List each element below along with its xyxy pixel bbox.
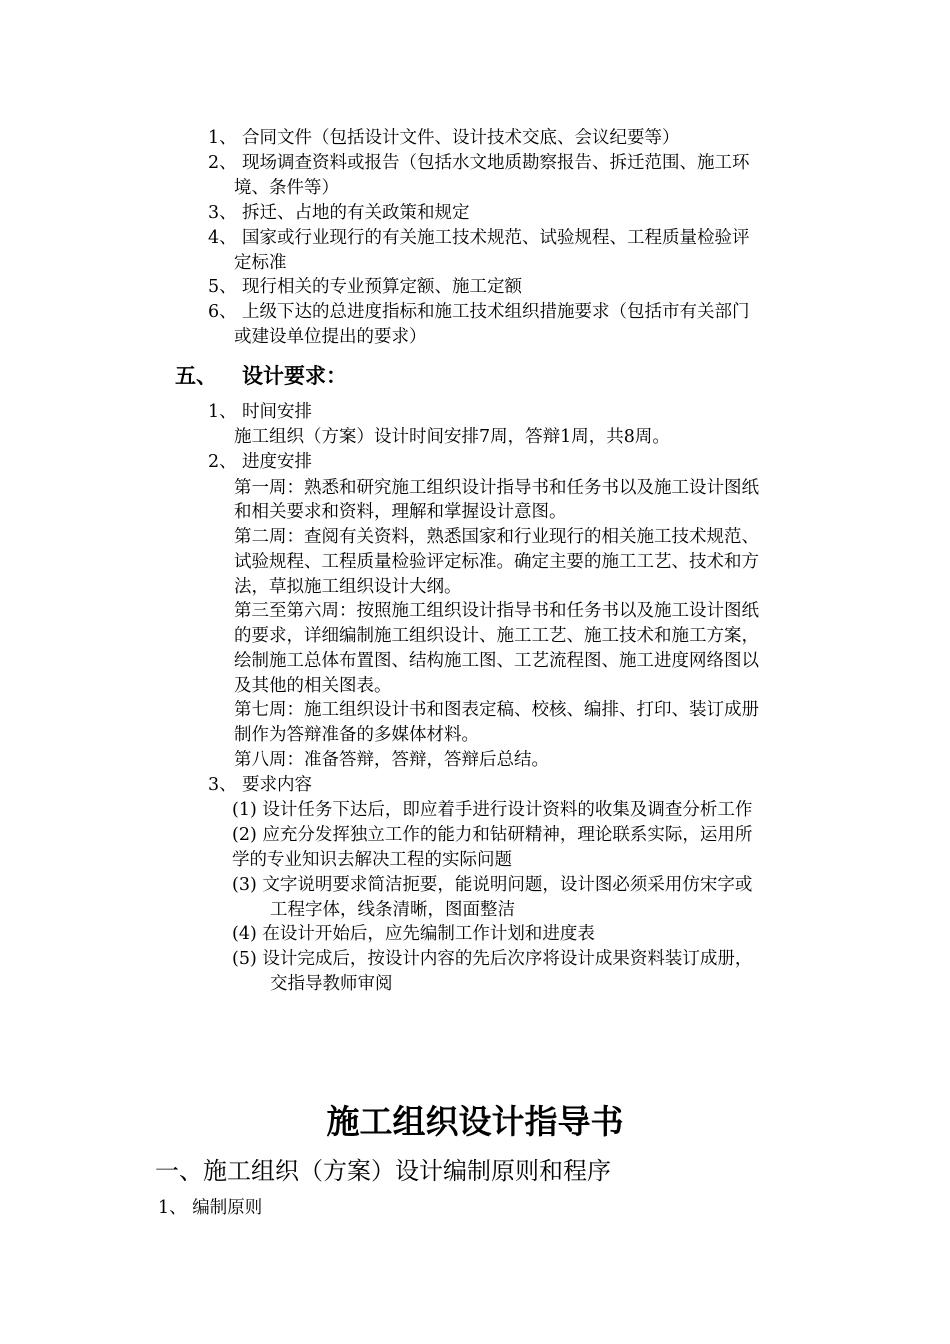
paragraph-line: 制作为答辩准备的多媒体材料。 — [234, 725, 479, 745]
paragraph-line: 第三至第六周：按照施工组织设计指导书和任务书以及施工设计图纸 — [234, 601, 759, 621]
list-item: 4、 国家或行业现行的有关施工技术规范、试验规程、工程质量检验评 — [208, 228, 750, 248]
paragraph-line: 及其他的相关图表。 — [234, 676, 392, 696]
section-heading: 五、 设计要求： — [175, 364, 347, 388]
list-item: 1、 合同文件（包括设计文件、设计技术交底、会议纪要等） — [208, 128, 680, 148]
paragraph-line: 试验规程、工程质量检验评定标准。确定主要的施工工艺、技术和方 — [234, 552, 759, 572]
subsection-heading: 3、 要求内容 — [208, 775, 312, 795]
requirement-line: (2) 应充分发挥独立工作的能力和钻研精神，理论联系实际，运用所 — [232, 825, 753, 845]
chapter-heading: 一、施工组织（方案）设计编制原则和程序 — [155, 1157, 611, 1185]
list-item-continuation: 定标准 — [234, 253, 287, 273]
requirement-line: (1) 设计任务下达后，即应着手进行设计资料的收集及调查分析工作 — [232, 800, 753, 820]
paragraph-line: 第八周：准备答辩，答辩，答辩后总结。 — [234, 750, 549, 770]
requirement-line: 学的专业知识去解决工程的实际问题 — [232, 850, 512, 870]
subsection-heading: 2、 进度安排 — [208, 452, 312, 472]
paragraph-line: 的要求，详细编制施工组织设计、施工工艺、施工技术和施工方案， — [234, 626, 759, 646]
paragraph-line: 和相关要求和资料，理解和掌握设计意图。 — [234, 502, 567, 522]
requirement-line: (3) 文字说明要求简洁扼要，能说明问题，设计图必须采用仿宋字或 — [232, 875, 753, 895]
list-item-continuation: 或建设单位提出的要求） — [234, 327, 427, 347]
list-item: 5、 现行相关的专业预算定额、施工定额 — [208, 277, 522, 297]
list-item-continuation: 境、条件等） — [234, 178, 339, 198]
list-item: 2、 现场调查资料或报告（包括水文地质勘察报告、拆迁范围、施工环 — [208, 153, 750, 173]
paragraph-line: 第二周：查阅有关资料，熟悉国家和行业现行的相关施工技术规范、 — [234, 527, 759, 547]
subsection-heading: 1、 编制原则 — [158, 1198, 263, 1218]
document-title: 施工组织设计指导书 — [326, 1102, 624, 1141]
paragraph-line: 施工组织（方案）设计时间安排7周，答辩1周，共8周。 — [234, 427, 670, 447]
subsection-heading: 1、 时间安排 — [208, 402, 312, 422]
requirement-line: 交指导教师审阅 — [270, 974, 393, 994]
paragraph-line: 法，草拟施工组织设计大纲。 — [234, 577, 462, 597]
list-item: 3、 拆迁、占地的有关政策和规定 — [208, 203, 470, 223]
paragraph-line: 绘制施工总体布置图、结构施工图、工艺流程图、施工进度网络图以 — [234, 651, 759, 671]
requirement-line: 工程字体，线条清晰，图面整洁 — [270, 900, 515, 920]
requirement-line: (5) 设计完成后，按设计内容的先后次序将设计成果资料装订成册， — [232, 949, 753, 969]
paragraph-line: 第七周：施工组织设计书和图表定稿、校核、编排、打印、装订成册 — [234, 700, 759, 720]
list-item: 6、 上级下达的总进度指标和施工技术组织措施要求（包括市有关部门 — [208, 302, 750, 322]
paragraph-line: 第一周：熟悉和研究施工组织设计指导书和任务书以及施工设计图纸 — [234, 478, 759, 498]
requirement-line: (4) 在设计开始后，应先编制工作计划和进度表 — [232, 924, 595, 944]
